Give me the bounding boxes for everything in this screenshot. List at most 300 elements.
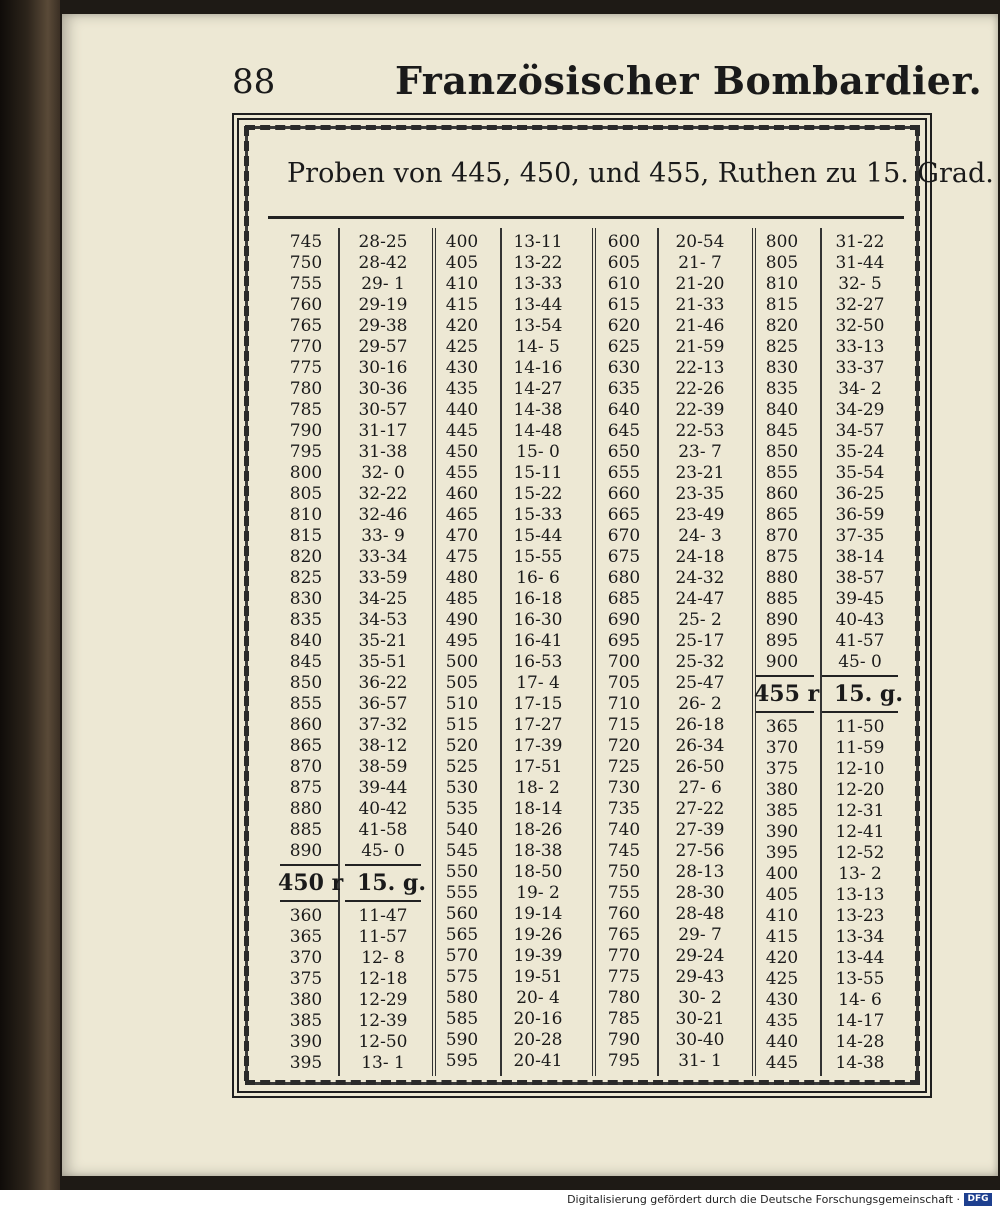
elevation-cell: 37-32 [358, 715, 408, 735]
elevation-cell: 39-44 [358, 778, 408, 798]
elevation-cell: 25-17 [675, 631, 725, 651]
range-cell: 785 [607, 1009, 641, 1029]
range-cell: 700 [607, 652, 641, 672]
section-rule [756, 675, 814, 677]
elevation-cell: 26- 2 [678, 694, 722, 714]
range-cell: 565 [445, 925, 479, 945]
range-cell: 860 [765, 484, 799, 504]
range-cell: 775 [607, 967, 641, 987]
section-rule [756, 711, 814, 713]
range-cell: 685 [607, 589, 641, 609]
range-cell: 900 [765, 652, 799, 672]
elevation-cell: 29- 1 [361, 274, 405, 294]
range-cell: 380 [289, 990, 323, 1010]
range-cell: 435 [765, 1011, 799, 1031]
elevation-cell: 45- 0 [838, 652, 882, 672]
elevation-cell: 22-13 [675, 358, 725, 378]
elevation-cell: 21-59 [675, 337, 725, 357]
frame-chain-top [245, 125, 920, 130]
elevation-cell: 11-57 [358, 927, 408, 947]
elevation-cell: 31-44 [835, 253, 885, 273]
range-cell: 510 [445, 694, 479, 714]
elevation-cell: 39-45 [835, 589, 885, 609]
range-cell: 885 [289, 820, 323, 840]
elevation-cell: 23-21 [675, 463, 725, 483]
elevation-cell: 22-53 [675, 421, 725, 441]
range-cell: 795 [289, 442, 323, 462]
elevation-cell: 20-28 [513, 1030, 563, 1050]
elevation-cell: 14-17 [835, 1011, 885, 1031]
range-cell: 875 [289, 778, 323, 798]
section-heading-grade: 15. g. [834, 681, 903, 707]
range-cell: 455 [445, 463, 479, 483]
elevation-cell: 19-14 [513, 904, 563, 924]
elevation-cell: 14- 5 [516, 337, 560, 357]
elevation-cell: 32- 0 [361, 463, 405, 483]
range-cell: 580 [445, 988, 479, 1008]
elevation-cell: 38-12 [358, 736, 408, 756]
range-cell: 625 [607, 337, 641, 357]
elevation-cell: 12-10 [835, 759, 885, 779]
elevation-cell: 13-13 [835, 885, 885, 905]
range-cell: 815 [289, 526, 323, 546]
range-cell: 820 [289, 547, 323, 567]
elevation-cell: 21- 7 [678, 253, 722, 273]
elevation-cell: 12-20 [835, 780, 885, 800]
caption-rule [268, 216, 904, 219]
range-cell: 425 [445, 337, 479, 357]
elevation-cell: 31-38 [358, 442, 408, 462]
elevation-cell: 18-14 [513, 799, 563, 819]
range-cell: 665 [607, 505, 641, 525]
range-cell: 810 [765, 274, 799, 294]
range-cell: 780 [289, 379, 323, 399]
range-cell: 830 [289, 589, 323, 609]
range-cell: 590 [445, 1030, 479, 1050]
range-cell: 695 [607, 631, 641, 651]
elevation-cell: 16-41 [513, 631, 563, 651]
range-cell: 805 [289, 484, 323, 504]
elevation-cell: 11-47 [358, 906, 408, 926]
elevation-cell: 21-20 [675, 274, 725, 294]
elevation-cell: 29-24 [675, 946, 725, 966]
elevation-cell: 21-33 [675, 295, 725, 315]
section-rule [345, 900, 421, 902]
range-cell: 410 [445, 274, 479, 294]
range-cell: 690 [607, 610, 641, 630]
elevation-cell: 15-11 [513, 463, 563, 483]
elevation-cell: 34-57 [835, 421, 885, 441]
elevation-cell: 33-34 [358, 547, 408, 567]
elevation-cell: 18-50 [513, 862, 563, 882]
elevation-cell: 12-50 [358, 1032, 408, 1052]
elevation-cell: 24-47 [675, 589, 725, 609]
range-cell: 790 [607, 1030, 641, 1050]
section-heading-range: 455 r [754, 681, 820, 707]
range-cell: 395 [289, 1053, 323, 1073]
range-cell: 430 [765, 990, 799, 1010]
range-cell: 885 [765, 589, 799, 609]
elevation-cell: 15-22 [513, 484, 563, 504]
elevation-cell: 11-59 [835, 738, 885, 758]
range-cell: 830 [765, 358, 799, 378]
range-cell: 445 [765, 1053, 799, 1073]
elevation-cell: 13-54 [513, 316, 563, 336]
elevation-cell: 15-44 [513, 526, 563, 546]
elevation-cell: 19-26 [513, 925, 563, 945]
range-cell: 420 [445, 316, 479, 336]
elevation-cell: 45- 0 [361, 841, 405, 861]
range-cell: 570 [445, 946, 479, 966]
range-cell: 440 [765, 1032, 799, 1052]
range-cell: 465 [445, 505, 479, 525]
range-cell: 405 [765, 885, 799, 905]
range-cell: 500 [445, 652, 479, 672]
elevation-cell: 14-16 [513, 358, 563, 378]
elevation-cell: 28-42 [358, 253, 408, 273]
elevation-cell: 34-25 [358, 589, 408, 609]
range-cell: 870 [289, 757, 323, 777]
elevation-cell: 13-11 [513, 232, 563, 252]
range-cell: 630 [607, 358, 641, 378]
range-cell: 840 [765, 400, 799, 420]
elevation-cell: 17-15 [513, 694, 563, 714]
range-cell: 495 [445, 631, 479, 651]
range-cell: 715 [607, 715, 641, 735]
range-cell: 440 [445, 400, 479, 420]
elevation-cell: 22-39 [675, 400, 725, 420]
elevation-cell: 14- 6 [838, 990, 882, 1010]
range-cell: 600 [607, 232, 641, 252]
range-cell: 720 [607, 736, 641, 756]
range-cell: 390 [765, 822, 799, 842]
range-cell: 555 [445, 883, 479, 903]
elevation-cell: 18- 2 [516, 778, 560, 798]
range-cell: 835 [765, 379, 799, 399]
range-cell: 615 [607, 295, 641, 315]
elevation-cell: 27-22 [675, 799, 725, 819]
elevation-cell: 36-25 [835, 484, 885, 504]
elevation-cell: 40-43 [835, 610, 885, 630]
elevation-cell: 33-13 [835, 337, 885, 357]
range-cell: 575 [445, 967, 479, 987]
range-cell: 800 [289, 463, 323, 483]
range-cell: 405 [445, 253, 479, 273]
range-cell: 840 [289, 631, 323, 651]
elevation-cell: 18-38 [513, 841, 563, 861]
elevation-cell: 28-48 [675, 904, 725, 924]
range-cell: 805 [765, 253, 799, 273]
range-cell: 750 [289, 253, 323, 273]
range-cell: 435 [445, 379, 479, 399]
range-cell: 765 [289, 316, 323, 336]
range-cell: 415 [445, 295, 479, 315]
range-cell: 755 [607, 883, 641, 903]
elevation-cell: 32-50 [835, 316, 885, 336]
range-cell: 430 [445, 358, 479, 378]
range-cell: 850 [289, 673, 323, 693]
range-cell: 735 [607, 799, 641, 819]
dfg-logo: DFG [964, 1193, 992, 1206]
elevation-cell: 41-57 [835, 631, 885, 651]
elevation-cell: 30-21 [675, 1009, 725, 1029]
range-cell: 410 [765, 906, 799, 926]
elevation-cell: 14-48 [513, 421, 563, 441]
elevation-cell: 27- 6 [678, 778, 722, 798]
elevation-cell: 20-41 [513, 1051, 563, 1071]
range-cell: 400 [765, 864, 799, 884]
elevation-cell: 30-40 [675, 1030, 725, 1050]
elevation-cell: 25-32 [675, 652, 725, 672]
range-cell: 650 [607, 442, 641, 462]
range-cell: 855 [289, 694, 323, 714]
table-caption: Proben von 445, 450, und 455, Ruthen zu 15. Grad. [287, 158, 994, 189]
range-cell: 770 [607, 946, 641, 966]
section-rule [280, 864, 338, 866]
elevation-cell: 14-38 [513, 400, 563, 420]
elevation-cell: 24-32 [675, 568, 725, 588]
range-cell: 670 [607, 526, 641, 546]
range-cell: 730 [607, 778, 641, 798]
range-cell: 365 [289, 927, 323, 947]
elevation-cell: 12-18 [358, 969, 408, 989]
elevation-cell: 17-39 [513, 736, 563, 756]
elevation-cell: 16-53 [513, 652, 563, 672]
range-cell: 740 [607, 820, 641, 840]
frame-chain-left [244, 126, 249, 1081]
elevation-cell: 26-34 [675, 736, 725, 756]
elevation-cell: 20- 4 [516, 988, 560, 1008]
range-cell: 745 [289, 232, 323, 252]
range-cell: 815 [765, 295, 799, 315]
range-cell: 820 [765, 316, 799, 336]
elevation-cell: 19-51 [513, 967, 563, 987]
range-cell: 490 [445, 610, 479, 630]
range-cell: 845 [289, 652, 323, 672]
range-cell: 710 [607, 694, 641, 714]
range-cell: 770 [289, 337, 323, 357]
range-cell: 475 [445, 547, 479, 567]
elevation-cell: 17- 4 [516, 673, 560, 693]
range-cell: 385 [765, 801, 799, 821]
range-cell: 765 [607, 925, 641, 945]
range-cell: 505 [445, 673, 479, 693]
elevation-cell: 14-27 [513, 379, 563, 399]
elevation-cell: 16- 6 [516, 568, 560, 588]
range-cell: 450 [445, 442, 479, 462]
elevation-cell: 13- 2 [838, 864, 882, 884]
range-cell: 460 [445, 484, 479, 504]
range-cell: 415 [765, 927, 799, 947]
elevation-cell: 35-54 [835, 463, 885, 483]
elevation-cell: 32- 5 [838, 274, 882, 294]
range-cell: 375 [765, 759, 799, 779]
range-cell: 655 [607, 463, 641, 483]
elevation-cell: 13-33 [513, 274, 563, 294]
elevation-cell: 14-38 [835, 1053, 885, 1073]
range-cell: 635 [607, 379, 641, 399]
range-cell: 705 [607, 673, 641, 693]
elevation-cell: 35-21 [358, 631, 408, 651]
range-cell: 760 [289, 295, 323, 315]
range-cell: 680 [607, 568, 641, 588]
elevation-cell: 12-52 [835, 843, 885, 863]
column-divider [657, 228, 659, 1076]
elevation-cell: 35-24 [835, 442, 885, 462]
range-cell: 445 [445, 421, 479, 441]
elevation-cell: 31-17 [358, 421, 408, 441]
elevation-cell: 12-41 [835, 822, 885, 842]
elevation-cell: 30- 2 [678, 988, 722, 1008]
range-cell: 645 [607, 421, 641, 441]
range-cell: 640 [607, 400, 641, 420]
range-cell: 800 [765, 232, 799, 252]
elevation-cell: 31- 1 [678, 1051, 722, 1071]
elevation-cell: 12-29 [358, 990, 408, 1010]
range-cell: 520 [445, 736, 479, 756]
range-cell: 855 [765, 463, 799, 483]
range-cell: 750 [607, 862, 641, 882]
range-cell: 780 [607, 988, 641, 1008]
range-cell: 860 [289, 715, 323, 735]
range-cell: 375 [289, 969, 323, 989]
range-cell: 865 [289, 736, 323, 756]
elevation-cell: 35-51 [358, 652, 408, 672]
range-cell: 370 [765, 738, 799, 758]
range-cell: 880 [289, 799, 323, 819]
range-cell: 760 [607, 904, 641, 924]
range-cell: 595 [445, 1051, 479, 1071]
elevation-cell: 29-43 [675, 967, 725, 987]
range-cell: 535 [445, 799, 479, 819]
elevation-cell: 25-47 [675, 673, 725, 693]
elevation-cell: 28-30 [675, 883, 725, 903]
range-cell: 725 [607, 757, 641, 777]
elevation-cell: 40-42 [358, 799, 408, 819]
elevation-cell: 24- 3 [678, 526, 722, 546]
range-cell: 610 [607, 274, 641, 294]
elevation-cell: 34- 2 [838, 379, 882, 399]
range-cell: 485 [445, 589, 479, 609]
elevation-cell: 37-35 [835, 526, 885, 546]
elevation-cell: 11-50 [835, 717, 885, 737]
elevation-cell: 21-46 [675, 316, 725, 336]
elevation-cell: 34-29 [835, 400, 885, 420]
range-cell: 620 [607, 316, 641, 336]
frame-chain-bottom [245, 1080, 920, 1085]
elevation-cell: 16-18 [513, 589, 563, 609]
elevation-cell: 13-55 [835, 969, 885, 989]
elevation-cell: 29-57 [358, 337, 408, 357]
range-cell: 400 [445, 232, 479, 252]
range-cell: 835 [289, 610, 323, 630]
range-cell: 890 [289, 841, 323, 861]
elevation-cell: 38-57 [835, 568, 885, 588]
range-cell: 385 [289, 1011, 323, 1031]
elevation-cell: 14-28 [835, 1032, 885, 1052]
range-cell: 365 [765, 717, 799, 737]
elevation-cell: 27-39 [675, 820, 725, 840]
range-cell: 825 [289, 568, 323, 588]
elevation-cell: 20-54 [675, 232, 725, 252]
elevation-cell: 30-57 [358, 400, 408, 420]
elevation-cell: 13-44 [835, 948, 885, 968]
range-cell: 660 [607, 484, 641, 504]
running-title: Französischer Bombardier. [395, 58, 983, 103]
range-cell: 480 [445, 568, 479, 588]
elevation-cell: 32-46 [358, 505, 408, 525]
range-cell: 380 [765, 780, 799, 800]
range-cell: 850 [765, 442, 799, 462]
elevation-cell: 36-22 [358, 673, 408, 693]
range-cell: 755 [289, 274, 323, 294]
section-rule [822, 711, 898, 713]
elevation-cell: 33- 9 [361, 526, 405, 546]
elevation-cell: 13-44 [513, 295, 563, 315]
section-heading-range: 450 r [278, 870, 344, 896]
elevation-cell: 15-33 [513, 505, 563, 525]
range-cell: 795 [607, 1051, 641, 1071]
range-cell: 845 [765, 421, 799, 441]
elevation-cell: 29- 7 [678, 925, 722, 945]
range-cell: 390 [289, 1032, 323, 1052]
elevation-cell: 17-27 [513, 715, 563, 735]
range-cell: 525 [445, 757, 479, 777]
elevation-cell: 30-36 [358, 379, 408, 399]
section-rule [280, 900, 338, 902]
elevation-cell: 16-30 [513, 610, 563, 630]
range-cell: 875 [765, 547, 799, 567]
elevation-cell: 36-57 [358, 694, 408, 714]
section-rule [822, 675, 898, 677]
range-cell: 545 [445, 841, 479, 861]
elevation-cell: 23-49 [675, 505, 725, 525]
elevation-cell: 17-51 [513, 757, 563, 777]
elevation-cell: 19- 2 [516, 883, 560, 903]
page-number: 88 [232, 62, 276, 102]
elevation-cell: 33-37 [835, 358, 885, 378]
section-rule [345, 864, 421, 866]
elevation-cell: 34-53 [358, 610, 408, 630]
elevation-cell: 12-39 [358, 1011, 408, 1031]
elevation-cell: 32-22 [358, 484, 408, 504]
elevation-cell: 12- 8 [361, 948, 405, 968]
elevation-cell: 25- 2 [678, 610, 722, 630]
range-cell: 825 [765, 337, 799, 357]
elevation-cell: 28-13 [675, 862, 725, 882]
elevation-cell: 23-35 [675, 484, 725, 504]
range-cell: 395 [765, 843, 799, 863]
elevation-cell: 20-16 [513, 1009, 563, 1029]
elevation-cell: 33-59 [358, 568, 408, 588]
book-spine-shadow [0, 0, 60, 1190]
elevation-cell: 15- 0 [516, 442, 560, 462]
range-cell: 585 [445, 1009, 479, 1029]
elevation-cell: 30-16 [358, 358, 408, 378]
elevation-cell: 13-34 [835, 927, 885, 947]
range-cell: 865 [765, 505, 799, 525]
range-cell: 470 [445, 526, 479, 546]
range-cell: 810 [289, 505, 323, 525]
column-divider [338, 228, 340, 1076]
range-cell: 540 [445, 820, 479, 840]
range-cell: 675 [607, 547, 641, 567]
range-cell: 880 [765, 568, 799, 588]
range-cell: 605 [607, 253, 641, 273]
range-cell: 895 [765, 631, 799, 651]
elevation-cell: 36-59 [835, 505, 885, 525]
digitization-credit: Digitalisierung gefördert durch die Deutsche Forschungsgemeinschaft · [567, 1193, 960, 1206]
